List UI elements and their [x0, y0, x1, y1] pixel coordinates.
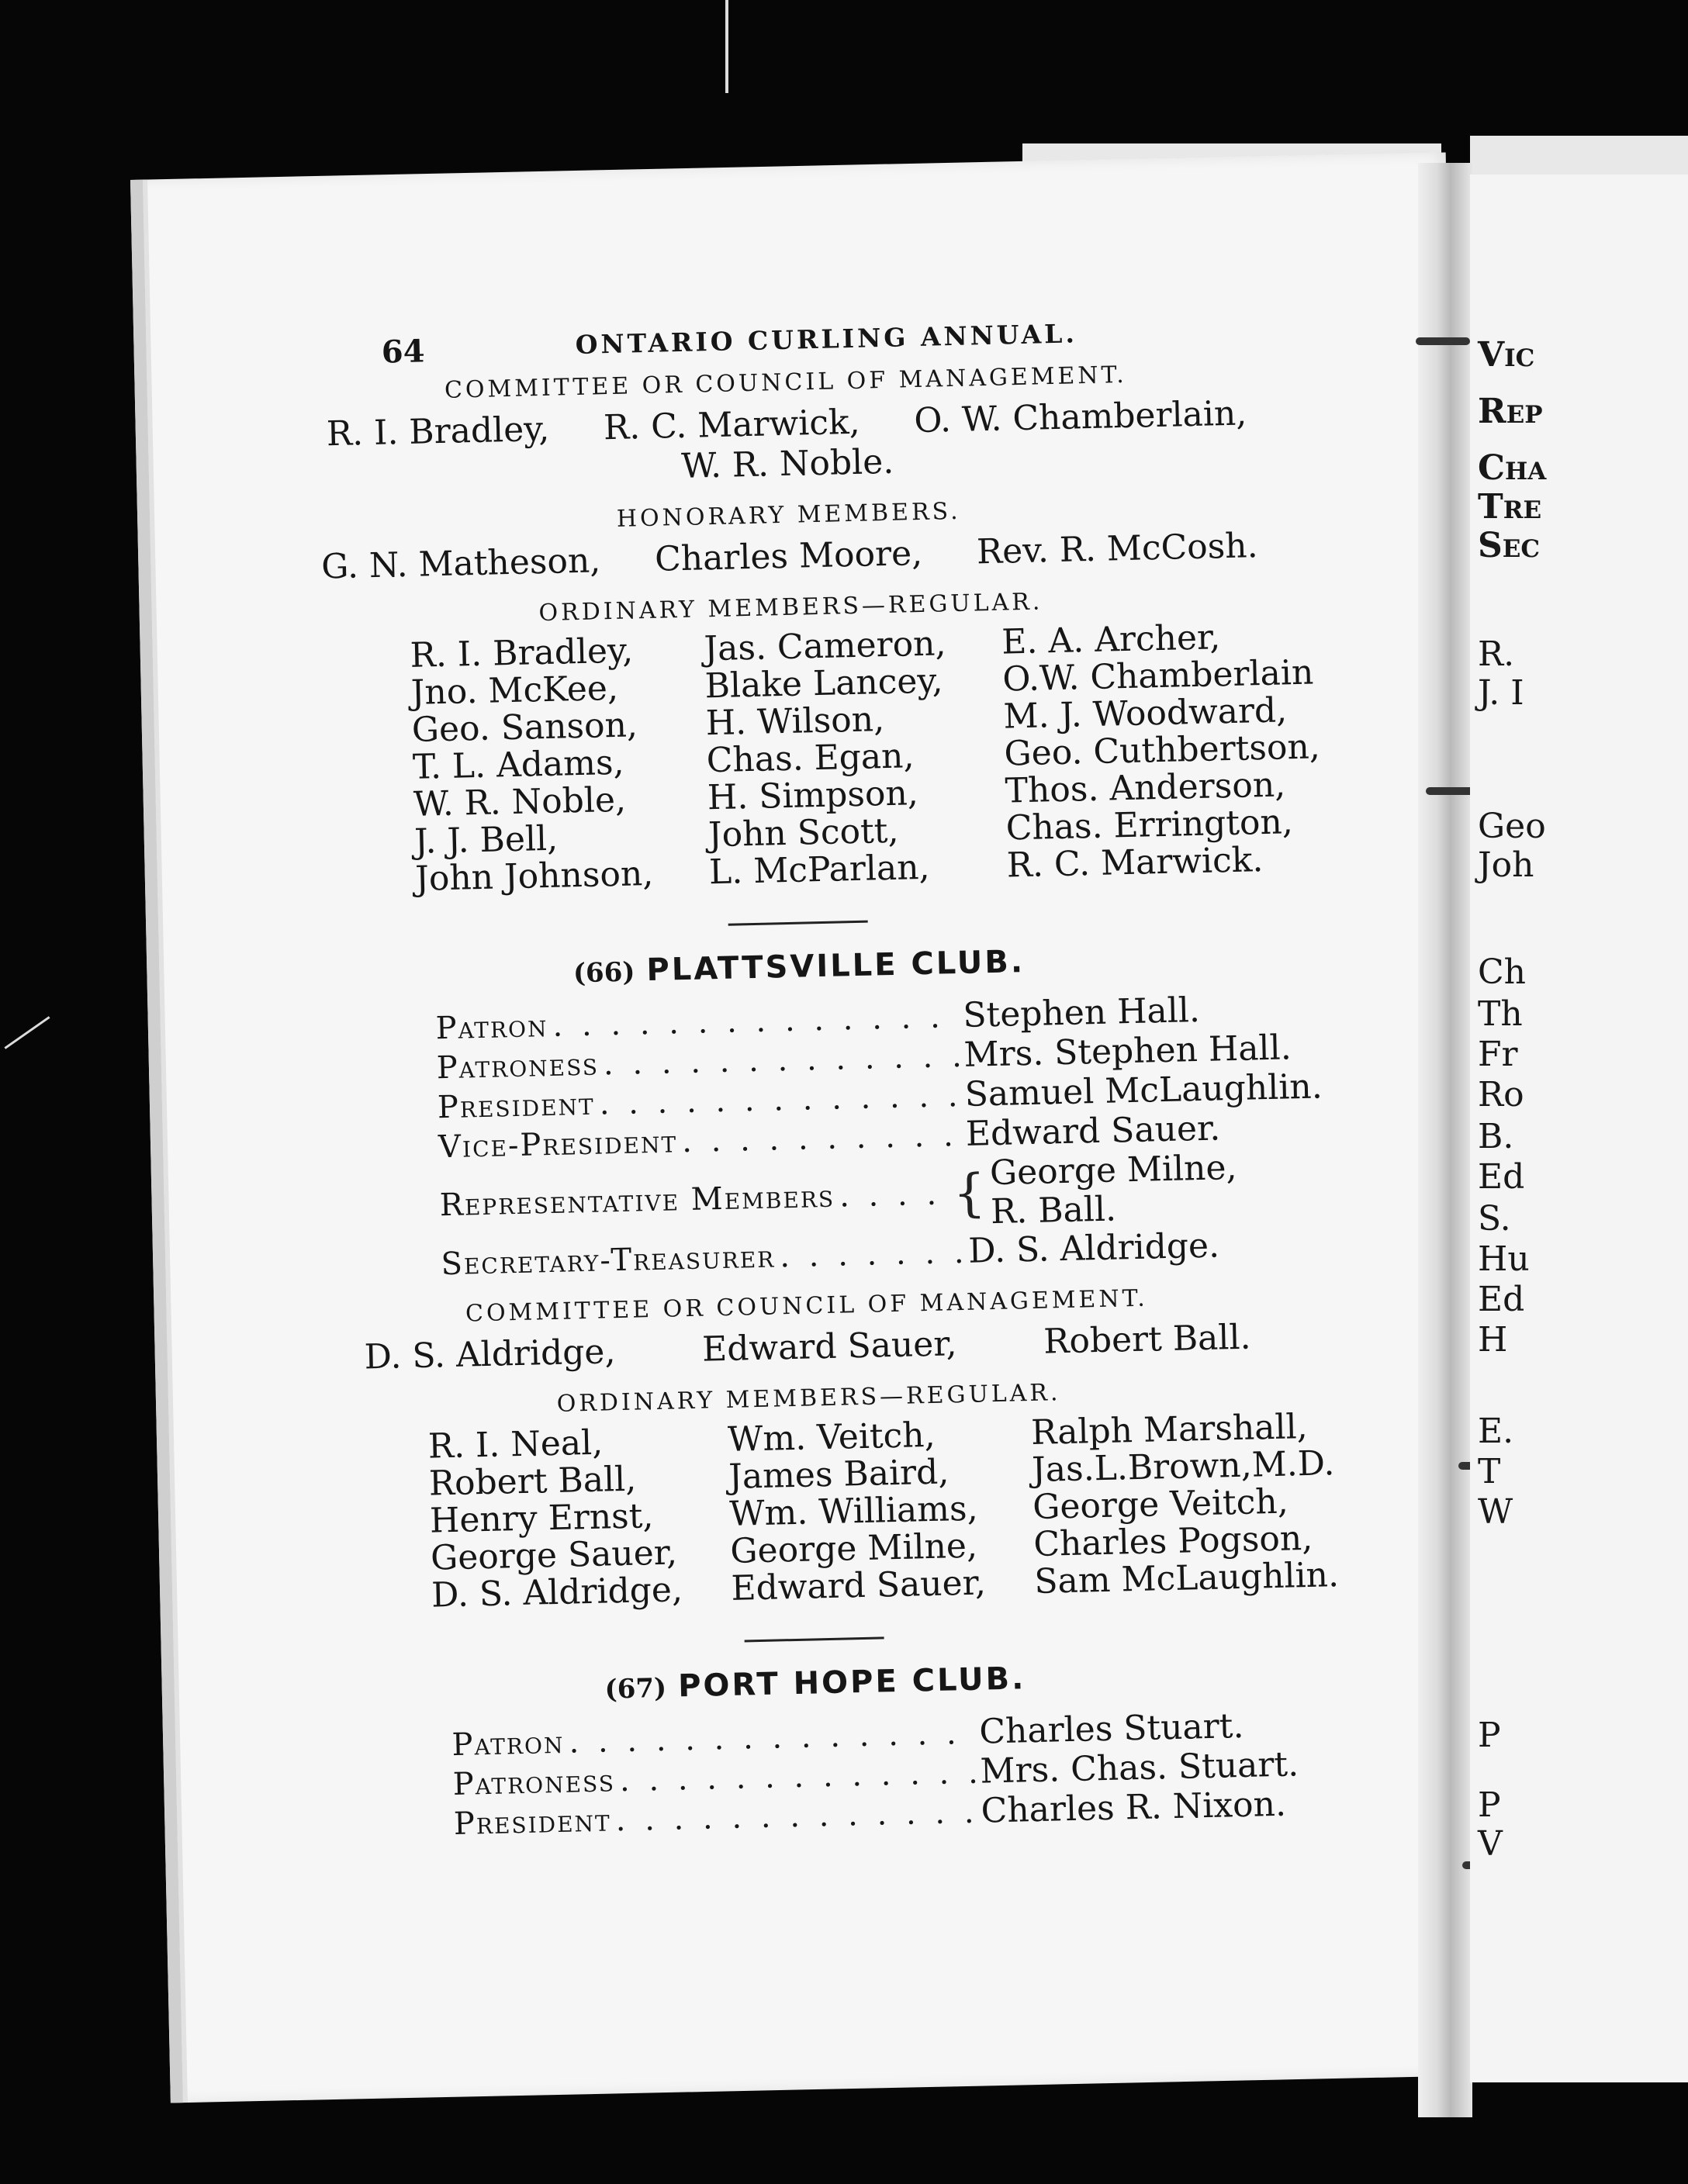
right-fragment: P — [1478, 1785, 1501, 1825]
leader-dots — [682, 1116, 962, 1161]
officer-name: George Milne, — [989, 1147, 1238, 1194]
officer-role: Patroness — [436, 1046, 600, 1087]
member-name: Chas. Errington, — [1005, 802, 1294, 848]
member-name: Charles Pogson, — [1033, 1518, 1313, 1564]
ordinary-members-list — [410, 617, 1323, 897]
right-fragment: R. — [1478, 634, 1515, 674]
right-fragment: V — [1478, 1824, 1503, 1864]
member-name: Wm. Veitch, — [727, 1415, 936, 1460]
right-fragment: Th — [1478, 994, 1523, 1034]
committee-names-line: R. I. Bradley, R. C. Marwick, O. W. Chamberlain, — [326, 393, 1247, 454]
member-name: Geo. Sanson, — [411, 705, 638, 750]
right-fragment: Vic — [1478, 335, 1535, 375]
officer-role: President — [453, 1802, 612, 1843]
brace-mark: { — [952, 1163, 987, 1224]
officer-role: Patron — [451, 1724, 565, 1764]
member-name: Edward Sauer, — [730, 1563, 987, 1609]
club-heading-port-hope — [265, 1653, 1367, 1713]
member-name: Blake Lancey, — [704, 661, 943, 707]
member-column — [728, 1415, 987, 1607]
officer-name: Samuel McLaughlin. — [964, 1066, 1323, 1114]
officer-name: R. Ball. — [990, 1189, 1117, 1232]
leader-dots — [615, 1793, 977, 1840]
member-name: E. A. Archer, — [1001, 617, 1221, 662]
member-column — [410, 632, 654, 898]
member-name: Jno. McKee, — [410, 668, 619, 713]
page-number: 64 — [381, 333, 426, 371]
ordinary-members-list — [427, 1408, 1339, 1614]
member-name: John Scott, — [707, 810, 899, 855]
member-name: H. Wilson, — [705, 700, 885, 744]
officer-name: Stephen Hall. — [962, 990, 1201, 1035]
member-column — [704, 625, 951, 891]
book-gutter — [1418, 163, 1472, 2117]
right-fragment: Cha — [1478, 448, 1547, 488]
right-fragment: Rep — [1478, 392, 1543, 431]
right-fragment: E. — [1478, 1412, 1514, 1451]
leader-dots — [780, 1233, 964, 1276]
club-name: PLATTSVILLE CLUB. — [645, 944, 1026, 989]
member-name: J. J. Bell, — [413, 818, 559, 862]
officer-name: D. S. Aldridge. — [967, 1225, 1220, 1271]
member-name: T. L. Adams, — [412, 742, 625, 787]
officer-name: Mrs. Stephen Hall. — [963, 1028, 1292, 1075]
member-column — [1001, 617, 1323, 884]
officer-role: Representative Members — [439, 1178, 835, 1224]
committee-names-line: W. R. Noble. — [680, 441, 894, 486]
right-fragment: J. I — [1478, 673, 1524, 713]
member-name: George Milne, — [729, 1526, 978, 1571]
member-name: George Veitch, — [1032, 1481, 1289, 1527]
member-name: O.W. Chamberlain — [1001, 652, 1314, 700]
member-name: Wm. Williams, — [728, 1488, 979, 1534]
right-fragment: W — [1478, 1492, 1513, 1532]
member-name: Robert Ball, — [428, 1459, 637, 1504]
right-fragment: Ed — [1478, 1280, 1525, 1319]
representative-names — [990, 1146, 1333, 1232]
club-heading-plattsville — [248, 937, 1351, 997]
officer-role: Patroness — [452, 1763, 616, 1803]
right-fragment: Geo — [1478, 807, 1546, 846]
member-column — [427, 1422, 683, 1614]
ordinary-members-heading: ORDINARY MEMBERS—REGULAR. — [556, 1379, 1061, 1418]
section-divider — [745, 1636, 884, 1642]
member-name: D. S. Aldridge, — [431, 1570, 683, 1616]
member-name: John Johnson, — [414, 853, 654, 899]
member-name: Henry Ernst, — [429, 1496, 654, 1541]
member-name: Geo. Cuthbertson, — [1004, 727, 1321, 774]
member-column — [1031, 1408, 1340, 1601]
leader-dots — [603, 1037, 960, 1083]
leader-dots — [619, 1754, 976, 1800]
committee-heading: COMMITTEE OR COUNCIL OF MANAGEMENT. — [465, 1284, 1149, 1328]
right-fragment: H — [1478, 1320, 1508, 1360]
right-fragment: T — [1478, 1452, 1501, 1491]
member-name: Chas. Egan, — [706, 736, 915, 781]
member-name: W. R. Noble, — [413, 779, 627, 824]
officer-name: Mrs. Chas. Stuart. — [979, 1744, 1299, 1792]
honorary-names-line: G. N. Matheson, Charles Moore, Rev. R. McCosh. — [320, 526, 1259, 587]
officer-role: Patron — [435, 1008, 548, 1047]
officer-role: Vice-President — [438, 1124, 678, 1166]
member-name: Jas.L.Brown,M.D. — [1031, 1443, 1335, 1491]
right-fragment: Hu — [1478, 1239, 1530, 1279]
officer-name: Charles R. Nixon. — [981, 1784, 1287, 1831]
right-fragment: Tre — [1478, 487, 1542, 527]
right-fragment: B. — [1478, 1117, 1514, 1156]
member-name: R. I. Neal, — [427, 1422, 604, 1467]
member-name: R. C. Marwick. — [1006, 840, 1264, 886]
right-fragment: P — [1478, 1716, 1501, 1755]
ordinary-members-heading: ORDINARY MEMBERS—REGULAR. — [538, 588, 1043, 627]
page-content — [233, 266, 1369, 1848]
leader-dots — [839, 1177, 945, 1215]
member-name: R. I. Bradley, — [410, 631, 634, 676]
right-fragment: Fr — [1478, 1035, 1518, 1074]
officer-role: President — [437, 1086, 596, 1126]
member-name: M. J. Woodward, — [1002, 690, 1288, 737]
club-number: (67) — [604, 1672, 667, 1705]
committee-names-line: D. S. Aldridge, Edward Sauer, Robert Ball. — [364, 1317, 1252, 1377]
member-name: L. McParlan, — [708, 847, 931, 893]
committee-heading: COMMITTEE OR COUNCIL OF MANAGEMENT. — [444, 361, 1128, 404]
member-name: Jas. Cameron, — [703, 624, 946, 669]
officer-name: Edward Sauer. — [965, 1108, 1221, 1154]
member-name: Ralph Marshall, — [1030, 1406, 1309, 1453]
honorary-heading: HONORARY MEMBERS. — [616, 497, 961, 533]
club-number: (66) — [572, 956, 635, 990]
binding-stitch — [1416, 337, 1470, 345]
officer-role: Secretary-Treasurer — [441, 1239, 776, 1283]
member-name: H. Simpson, — [707, 773, 919, 818]
officer-name: Charles Stuart. — [978, 1705, 1244, 1752]
section-divider — [728, 921, 868, 926]
member-name: George Sauer, — [430, 1533, 678, 1578]
film-scratch — [725, 0, 728, 93]
right-fragment: Joh — [1478, 845, 1534, 885]
club-name: PORT HOPE CLUB. — [677, 1660, 1026, 1705]
member-name: James Baird, — [728, 1452, 950, 1497]
right-fragment: Ch — [1478, 952, 1527, 992]
leader-dots — [599, 1076, 960, 1124]
right-fragment: Ro — [1478, 1075, 1524, 1114]
running-title: ONTARIO CURLING ANNUAL. — [575, 318, 1078, 360]
member-name: Sam McLaughlin. — [1033, 1555, 1340, 1602]
member-name: Thos. Anderson, — [1005, 765, 1286, 811]
right-fragment: Ed — [1478, 1157, 1525, 1197]
right-fragment: S. — [1478, 1199, 1511, 1239]
right-fragment: Sec — [1478, 526, 1541, 565]
